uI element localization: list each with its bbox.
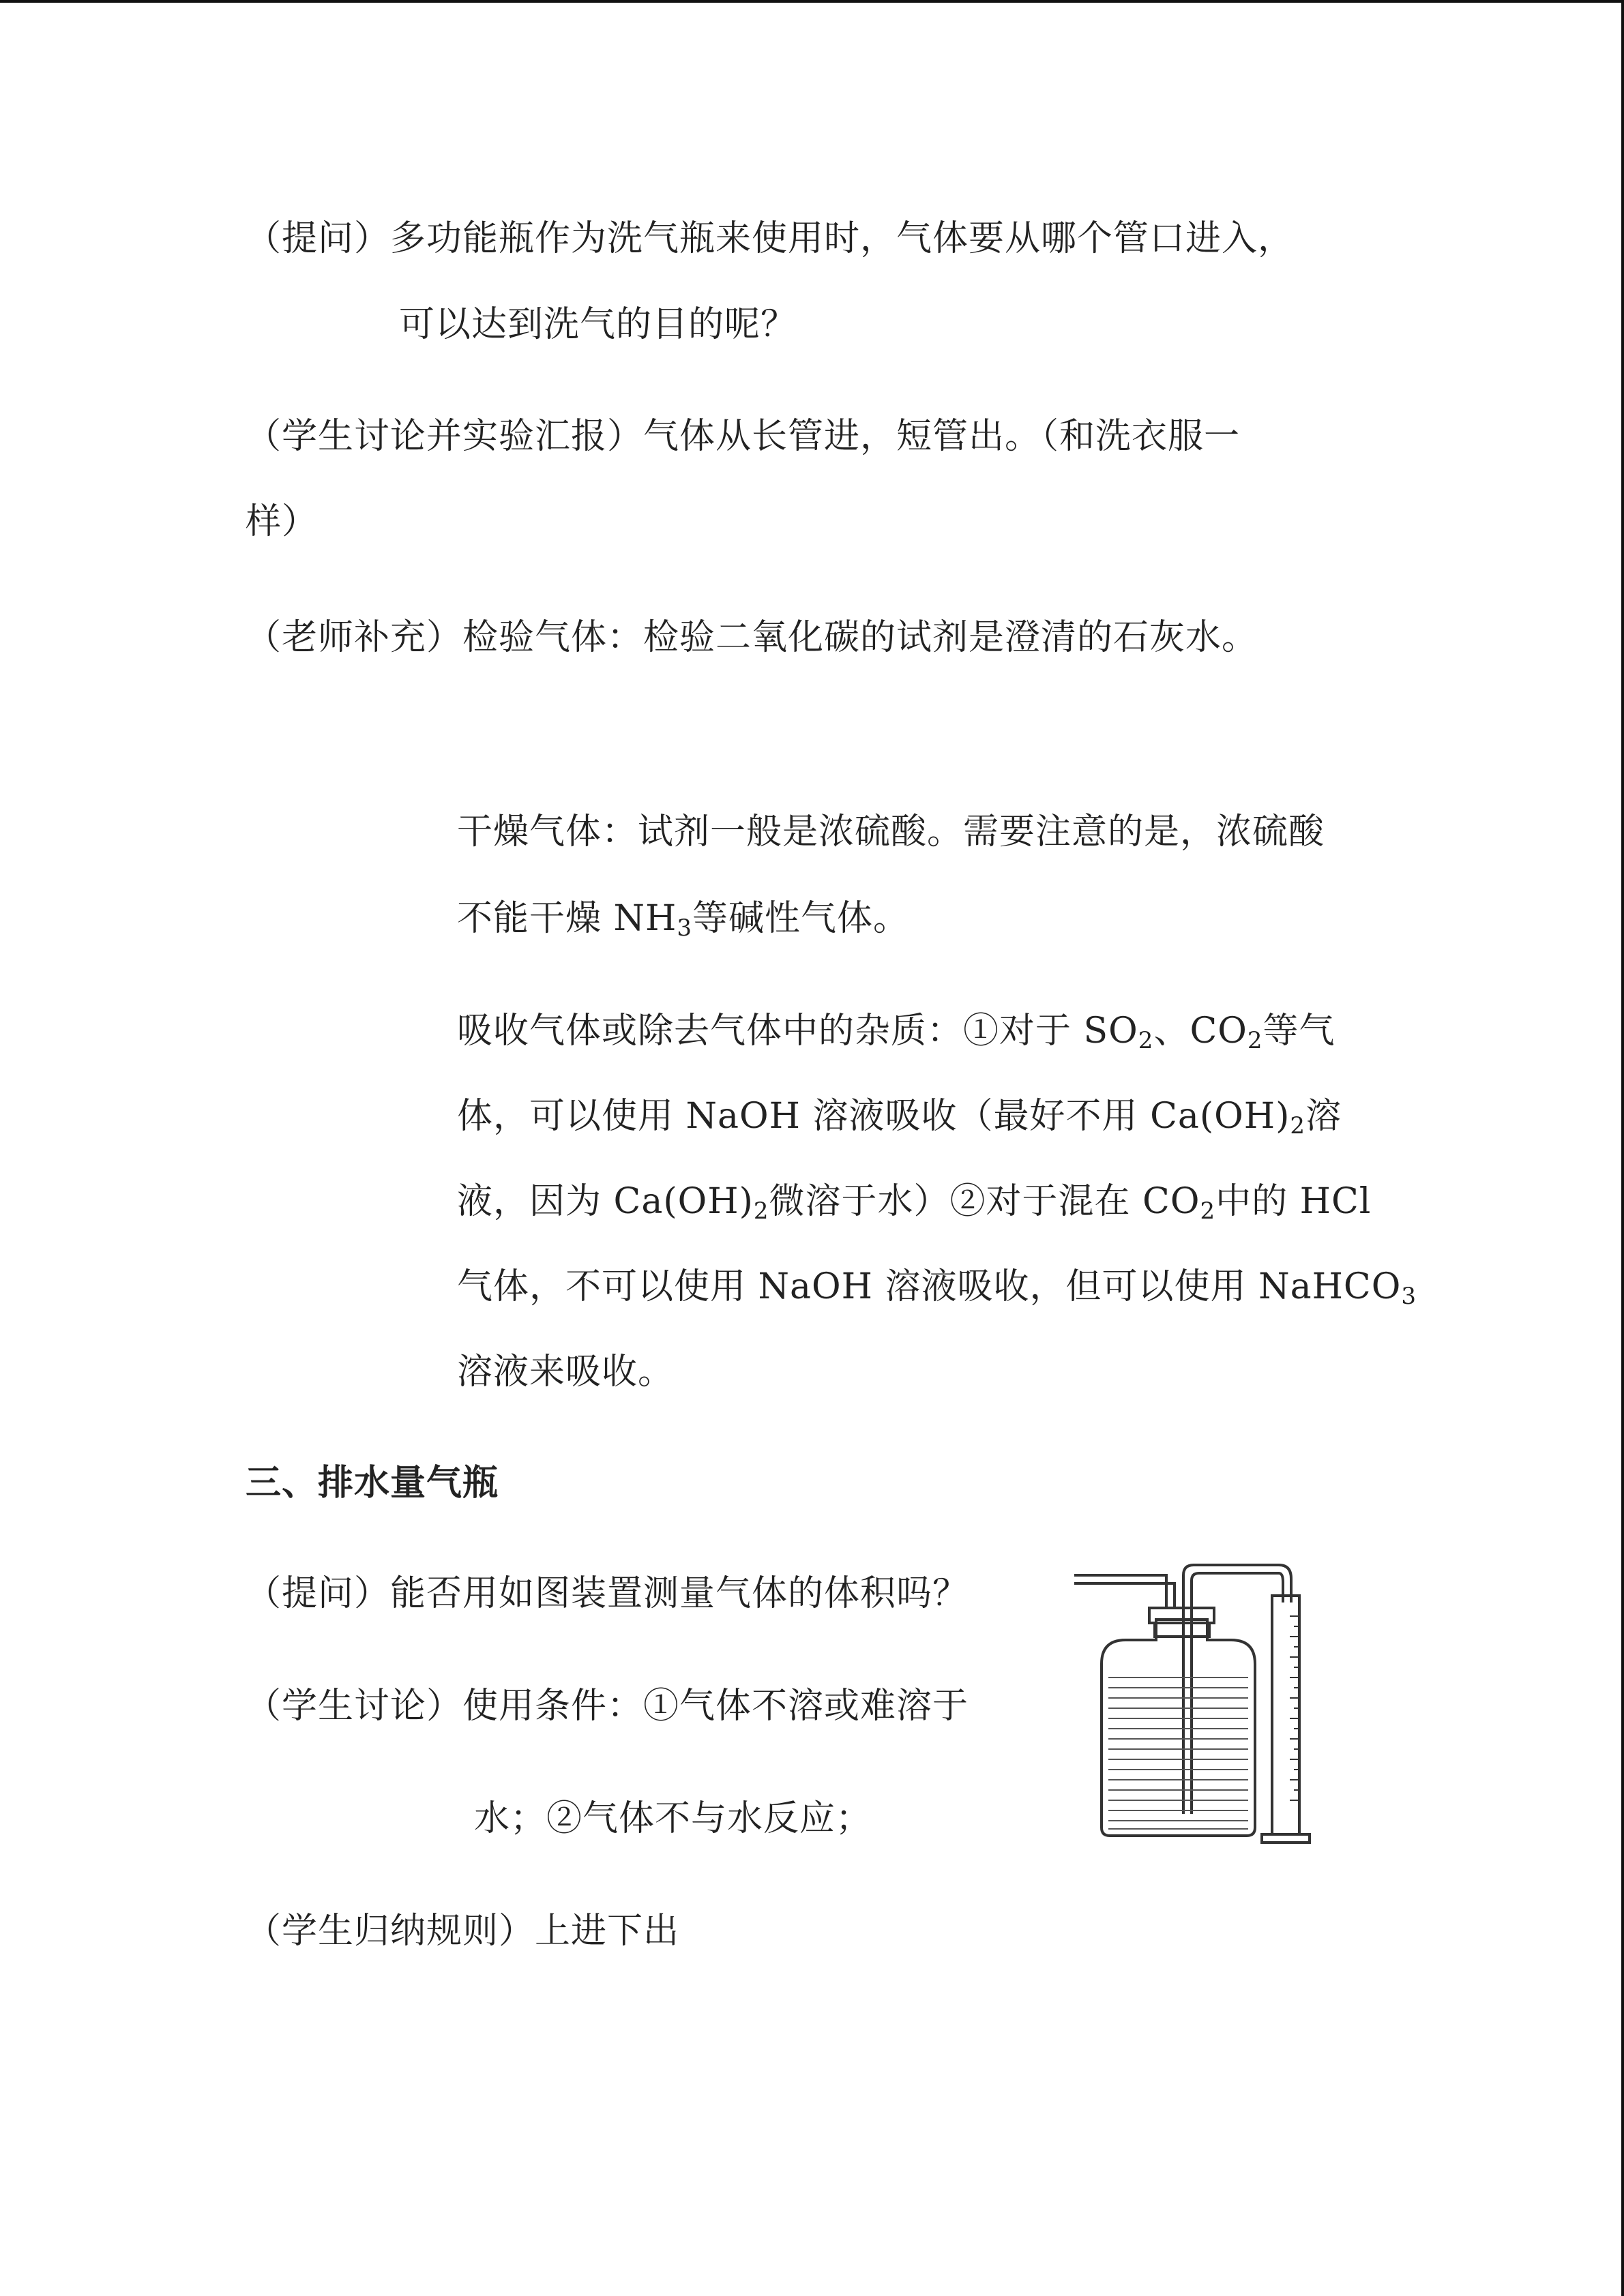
page-border-top bbox=[0, 0, 1624, 3]
absorb-line-5: 溶液来吸收。 bbox=[457, 1352, 675, 1392]
drying-line-2: 不能干燥 $NH_3$等碱性气体。 bbox=[457, 898, 910, 942]
absorb-line-2: 体，可以使用 NaOH 溶液吸收（最好不用 $Ca(OH)_2$溶 bbox=[457, 1096, 1342, 1139]
answer-line-2: 样） bbox=[246, 501, 319, 542]
absorb-line-1: 吸收气体或除去气体中的杂质：①对于 $SO_2$、$CO_2$等气 bbox=[457, 1011, 1335, 1054]
answer-line-1: （学生讨论并实验汇报）气体从长管进，短管出。（和洗衣服一 bbox=[246, 416, 1241, 457]
drying-line-1: 干燥气体：试剂一般是浓硫酸。需要注意的是，浓硫酸 bbox=[457, 811, 1325, 852]
discussion-line-2: 水；②气体不与水反应； bbox=[474, 1798, 872, 1839]
absorb-line-4: 气体，不可以使用 NaOH 溶液吸收，但可以使用 NaHCO$_3$ bbox=[457, 1266, 1417, 1310]
section-heading: 三、排水量气瓶 bbox=[246, 1463, 499, 1504]
question-line-2: 可以达到洗气的目的呢？ bbox=[399, 304, 797, 345]
page-border-right bbox=[1621, 0, 1624, 2296]
discussion-line-1: （学生讨论）使用条件：①气体不溶或难溶于 bbox=[246, 1686, 969, 1727]
question-line-1: （提问）多功能瓶作为洗气瓶来使用时，气体要从哪个管口进入， bbox=[246, 218, 1295, 259]
absorb-line-3: 液，因为 $Ca(OH)_2$微溶于水）②对于混在 $CO_2$中的 HCl bbox=[457, 1181, 1372, 1225]
section-question: （提问）能否用如图装置测量气体的体积吗？ bbox=[246, 1573, 969, 1614]
teacher-supplement: （老师补充）检验气体：检验二氧化碳的试剂是澄清的石灰水。 bbox=[246, 617, 1258, 658]
student-rule: （学生归纳规则）上进下出 bbox=[246, 1911, 680, 1952]
gas-bottle-graduated-cylinder-diagram-icon bbox=[1074, 1555, 1327, 1848]
